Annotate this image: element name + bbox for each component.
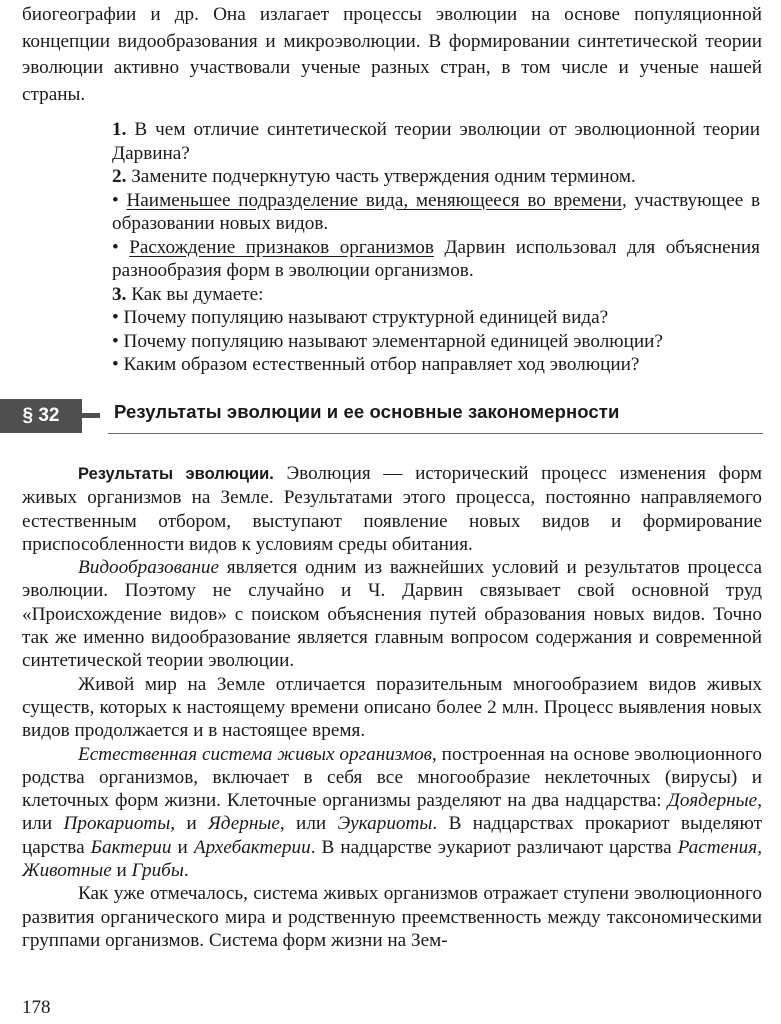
paragraph-4-text-9: и [111,860,132,882]
paragraph-4-text-7: . В надцарстве эукариот различают царства [310,836,678,858]
question-2a-underlined: Наименьшее подразделение вида, меняющееся во времени [126,189,622,211]
question-1 [112,118,760,165]
section-number-badge: § 32 [0,399,82,433]
term-plants: Растения [677,836,758,858]
term-prokaryotes: Прокариоты [63,813,171,835]
section-title-rule [108,433,763,434]
question-3c: • Каким образом естественный отбор направляет ход эволюции? [112,354,640,375]
intro-text: биогеографии и др. Она излагает процессы эволюции на основе популяционной концепции видообразования и микроэволюции. В формировании синтетической теории эволюции активно участвовали ученые разных стран, в том числе и ученые нашей страны. [22,4,762,105]
paragraph-2-text: является одним из важнейших условий и результатов процесса эволюции. Поэтому не случайно и Ч. Дарвин связывает свой основной труд «Происхождение видов» с поиском объяснения путей образования новых видов. Точно так же именно видообразование является главным вопросом содержания и современной синтетической теории эволюции. [22,557,762,672]
paragraph-4-text-2: , или [22,790,762,835]
paragraph-4-text-3: , и [170,813,209,835]
question-2b [112,236,760,283]
question-2a-bullet: • [112,189,119,211]
section-badge-connector [82,413,100,418]
question-3b: • Почему популяцию называют элементарной единицей эволюции? [112,330,663,352]
term-fungi: Грибы [131,860,184,882]
paragraph-4-text-5: . В надцарствах прокариот выделяют царства [22,813,762,858]
question-1-number: 1. [112,119,127,140]
question-2b-underlined: Расхождение признаков организмов [129,236,434,258]
question-3-number: 3. [112,283,127,305]
question-3a: • Почему популяцию называют структурной единицей вида? [112,307,609,328]
term-speciation: Видообразование [78,557,220,579]
term-animals: Животные [22,860,112,882]
term-prenuclear: Доядерные [667,790,758,812]
paragraph-4-text-10: . [183,860,189,882]
paragraph-2 [22,556,762,672]
paragraph-4-text-8: , [757,836,762,858]
question-2-text: Замените подчеркнутую часть утверждения одним термином. [131,166,636,187]
term-archaebacteria: Архебактерии [193,836,311,858]
term-nuclear: Ядерные [208,813,280,835]
paragraph-5: Как уже отмечалось, система живых организмов отражает ступени эволюционного развития органического мира и родственную преемственность между таксономическими группами организмов. Система форм жизни на Зем- [22,883,762,951]
question-2-number: 2. [112,166,127,187]
question-3-text: Как вы думаете: [131,283,264,305]
term-natural-system: Естественная система живых организмов [78,743,432,765]
paragraph-3: Живой мир на Земле отличается поразительным многообразием видов живых существ, которых к настоящему времени описано более 2 млн. Процесс выявления новых видов продолжается и в настоящее время. [22,673,762,742]
question-2b-bullet: • [112,236,119,258]
question-3 [112,283,760,307]
section-header [0,395,781,435]
question-2b-rest: Дарвин использовал для объяснения разнообразия форм в эволюции организмов. [112,236,761,281]
question-2a [112,189,760,236]
paragraph-4 [22,743,762,883]
paragraph-4-text-6: и [171,836,194,858]
section-title: Результаты эволюции и ее основные закономерности [114,401,620,422]
term-bacteria: Бактерии [90,836,172,858]
term-eukaryotes: Эукариоты [337,813,433,835]
paragraph-4-text-1: , построенная на основе эволюционного родства организмов, включает в себя все многообразие неклеточных (вирусы) и клеточных форм жизни. Клеточные организмы разделяют на два надцарства: [22,743,763,812]
page-number: 178 [22,997,51,1018]
intro-paragraph [22,2,762,108]
paragraph-1-text: Эволюция — исторический процесс изменения форм живых организмов на Земле. Результатами этого процесса, постоянно направляемого естественным отбором, выступают появление новых видов и формирование приспособленности видов к условиям среды обитания. [22,463,762,555]
section-body [22,462,762,952]
paragraph-4-text-4: , или [279,813,338,835]
paragraph-1 [22,462,762,556]
question-2a-rest: , участвующее в образовании новых видов. [112,189,761,234]
question-2 [112,165,760,189]
review-questions [112,118,760,377]
question-1-text: В чем отличие синтетической теории эволюции от эволюционной теории Дарвина? [112,119,760,164]
paragraph-1-lead: Результаты эволюции. [78,465,274,483]
